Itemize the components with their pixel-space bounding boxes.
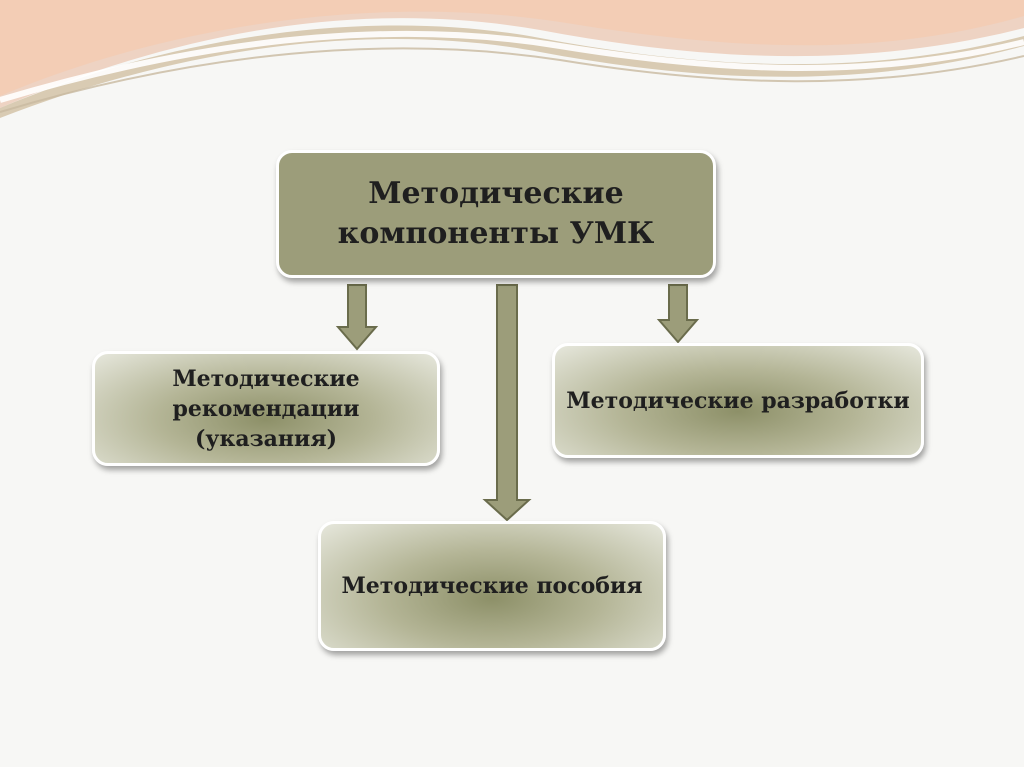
node-recommendations-label: Методические рекомендации (указания) — [172, 365, 360, 452]
node-developments-label: Методические разработки — [566, 387, 910, 414]
node-methodical-manuals — [318, 521, 666, 651]
node-methodical-developments — [552, 343, 924, 458]
node-manuals-label: Методические пособия — [341, 573, 643, 599]
root-node-methodical-components — [276, 150, 716, 278]
node-methodical-recommendations — [92, 351, 440, 466]
root-node-label: Методические компоненты УМК — [337, 176, 655, 251]
